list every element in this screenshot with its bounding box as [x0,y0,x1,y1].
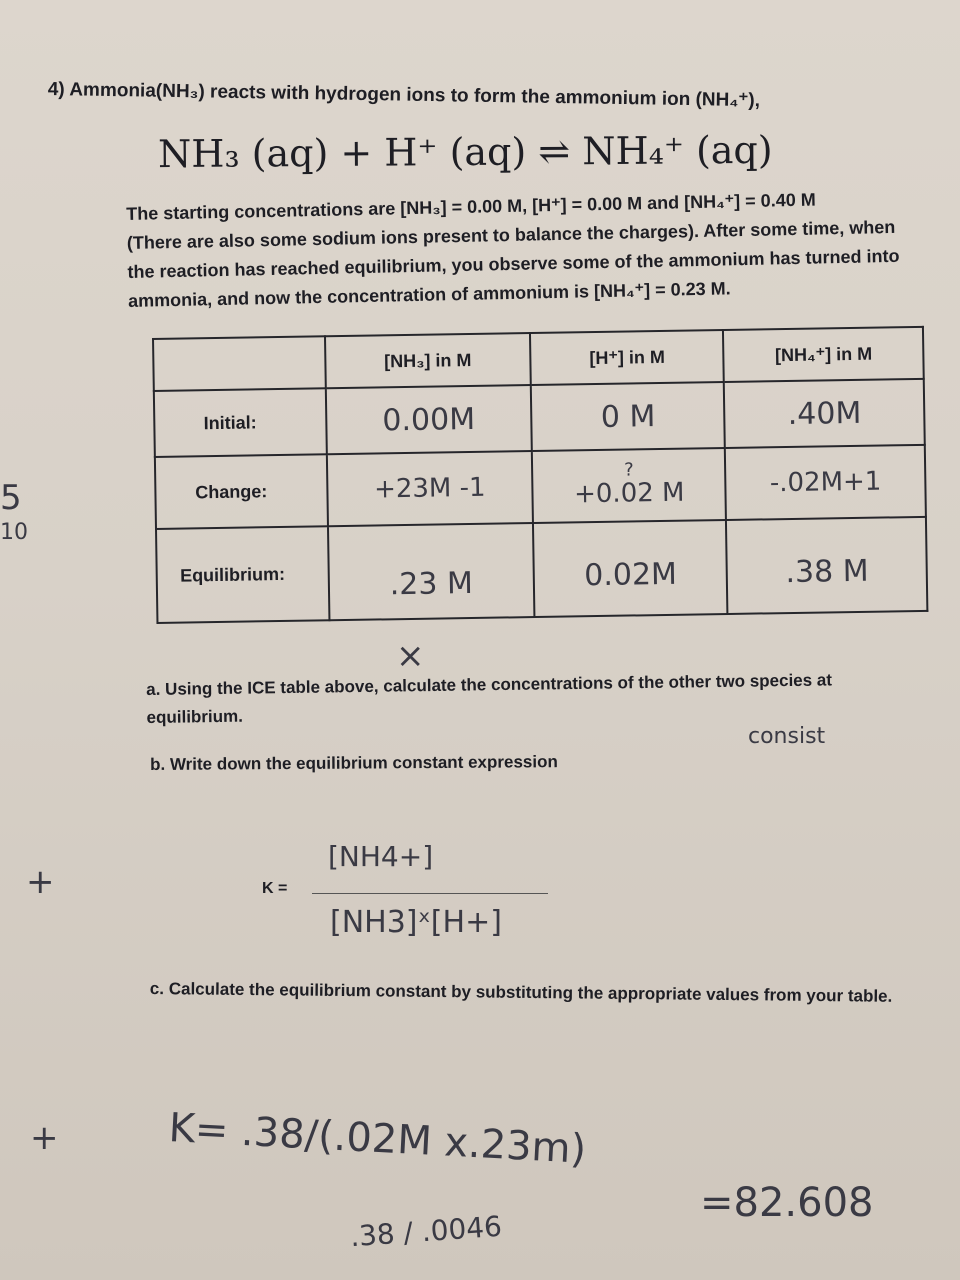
k-calculation: K= .38/(.02M x.23m) [167,1105,588,1173]
question-number: 4) [47,78,65,101]
header-cell [153,336,326,391]
cell-value: .23 M [389,565,474,602]
ice-table [152,326,928,624]
cell-value: 0.02M [583,556,678,593]
cell-value: 0.00M [382,401,476,438]
k-calculation-simplified: .38 / .0046 [349,1209,503,1254]
row-label: Initial: [203,411,257,433]
margin-check: + [30,1118,59,1158]
table-row-initial [154,379,925,457]
part-c-label: c. [149,978,165,999]
part-c [150,975,910,1011]
table-row-equilibrium [156,517,927,623]
part-c-text: Calculate the equilibrium constant by substituting the appropriate values from your table. [168,979,893,1006]
k-result: =82.608 [700,1180,874,1226]
row-label: Change: [195,480,268,502]
intro-line: The starting concentrations are [NH₃] = 0.00 M, [H⁺] = 0.00 M and [NH₄⁺] = 0.40 M [126,189,816,224]
chemical-equation: NH₃ (aq) + H⁺ (aq) ⇌ NH₄⁺ (aq) [157,127,773,177]
k-label: K = [262,880,288,897]
header-cell-nh4: [NH₄⁺] in M [723,327,923,382]
part-b [150,752,650,775]
cell-value: +23M -1 [373,472,486,505]
part-a-text: Using the ICE table above, calculate the concentrations of the other two species at equilibrium. [146,670,833,727]
header-cell-h: [H⁺] in M [530,330,724,385]
cell-value: -.02M+1 [769,466,882,499]
x-mark: × [396,636,425,676]
fraction-line [312,893,548,894]
consistent-note: consist [748,724,826,749]
cell-value: .40M [787,395,862,432]
k-denominator: [NH3]ˣ[H+] [330,905,502,940]
part-b-label: b. [150,754,166,774]
cell-value: .38 M [785,553,869,590]
part-b-text: Write down the equilibrium constant expression [169,752,558,774]
cell-value: +0.02 M [573,477,685,510]
part-a [146,665,907,732]
row-label: Equilibrium: [179,563,286,586]
intro-line: ammonia, and now the concentration of ammonium is [NH₄⁺] = 0.23 M. [127,278,731,311]
margin-score: 10 [0,520,28,545]
intro-line: (There are also some sodium ions present to balance the charges). After some time, when [126,216,896,253]
problem-description [126,184,898,316]
question-mark: ? [623,459,634,481]
question-title [48,78,788,113]
header-cell-nh3: [NH₃] in M [325,333,531,388]
question-title-text: Ammonia(NH₃) reacts with hydrogen ions to form the ammonium ion (NH₄⁺), [69,79,761,112]
margin-check: + [26,862,55,902]
cell-value: 0 M [600,398,656,435]
intro-line: the reaction has reached equilibrium, you observe some of the ammonium has turned into [127,245,900,282]
table-row-change [155,445,926,529]
part-a-label: a. [146,679,161,699]
margin-score: 5 [0,478,22,518]
k-numerator: [NH4+] [328,840,434,873]
